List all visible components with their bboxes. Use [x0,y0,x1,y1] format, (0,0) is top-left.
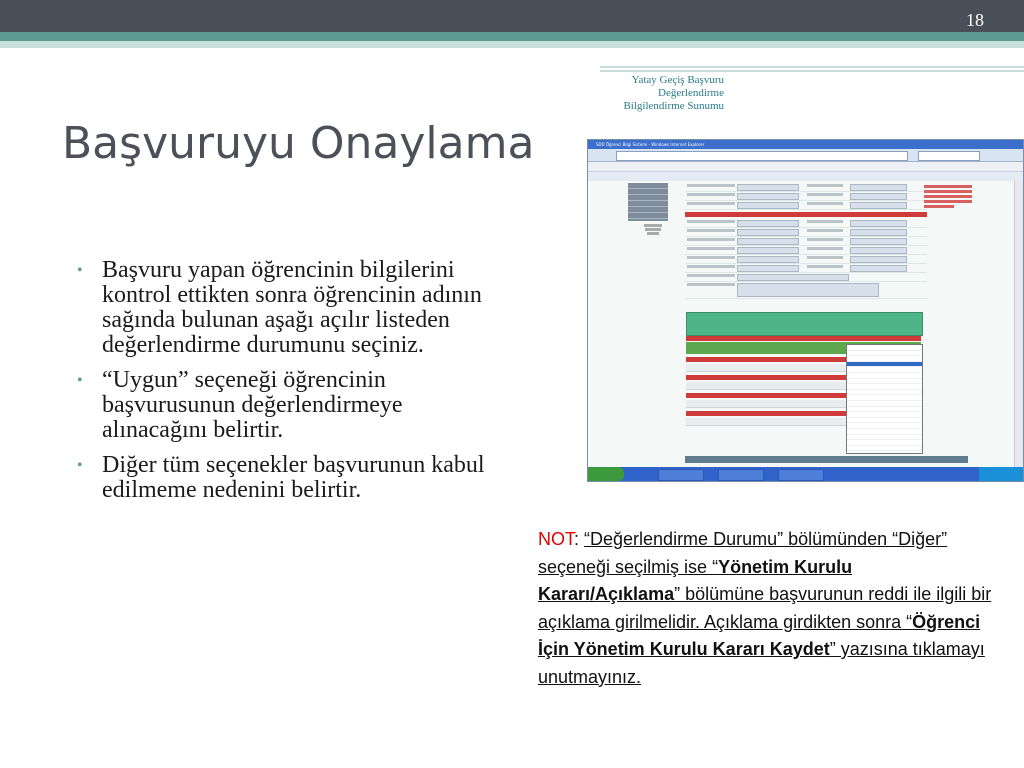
taskbar-item [718,469,764,481]
status-panel [686,312,923,336]
note-bold: Öğrenci İçin Yönetim Kurulu Kararı Kaydet [538,611,981,659]
url-field [616,151,908,161]
top-accent-band [0,32,1024,41]
system-tray [979,467,1024,481]
bullet-item [75,453,505,503]
divider-line [600,70,1024,72]
bullet-icon: • [77,372,83,389]
page-scrollbar [1014,181,1023,469]
taskbar-item [778,469,824,481]
application-page [588,181,1024,469]
taskbar-item [658,469,704,481]
embedded-screenshot [587,139,1024,482]
bullet-list [75,258,505,513]
slide-number: 18 [966,10,984,30]
note-part: “Değerlendirme Durumu” bölümünden “Diğer” seçeneği seçilmiş ise “ [538,529,948,577]
note-body [538,529,991,687]
divider-line [600,66,1024,68]
bullet-text: Başvuru yapan öğrencinin bilgilerini kontrol ettikten sonra öğrencinin adının sağında bulunan aşağı açılır listeden değerlendirme durumunu seçiniz. [102,257,482,358]
top-bar [0,0,1024,32]
bullet-text: Diğer tüm seçenekler başvurunun kabul edilmeme nedenini belirtir. [102,452,485,503]
note-label: NOT [538,529,574,549]
slide-title: Başvuruyu Onaylama [62,118,535,169]
page-footer [685,456,968,463]
windows-taskbar [588,467,1024,481]
bullet-icon: • [77,262,83,279]
section-header [686,336,921,341]
browser-search-field [918,151,980,161]
bullet-item [75,258,505,358]
evaluation-dropdown [846,344,923,454]
right-info [924,183,972,213]
browser-menu-bar [588,162,1023,172]
note-bold: Yönetim Kurulu Kararı/Açıklama [538,556,853,604]
subtitle-line: Yatay Geçiş Başvuru [631,74,724,86]
note-colon: : [574,529,585,549]
left-navigation [628,183,668,221]
left-info [644,223,662,236]
note-text [538,526,998,691]
browser-address-bar [588,149,1023,162]
bullet-icon: • [77,457,83,474]
subtitle-line: Değerlendirme [658,87,724,99]
browser-title-bar: SDÜ Öğrenci Bilgi Sistemi - Windows Internet Explorer [588,140,1023,149]
bullet-item [75,368,505,443]
start-button [588,467,624,481]
note-part: ” yazısına tıklamayı unutmayınız. [538,639,985,687]
top-pale-band [0,41,1024,48]
presentation-subtitle [623,74,724,113]
subtitle-line: Bilgilendirme Sunumu [623,100,724,112]
bullet-text: “Uygun” seçeneği öğrencinin başvurusunun değerlendirmeye alınacağını belirtir. [102,367,403,443]
application-form [685,183,927,299]
note-part: ” bölümüne başvurunun reddi ile ilgili bir açıklama girilmelidir. Açıklama girdikten sonra “ [538,584,992,632]
